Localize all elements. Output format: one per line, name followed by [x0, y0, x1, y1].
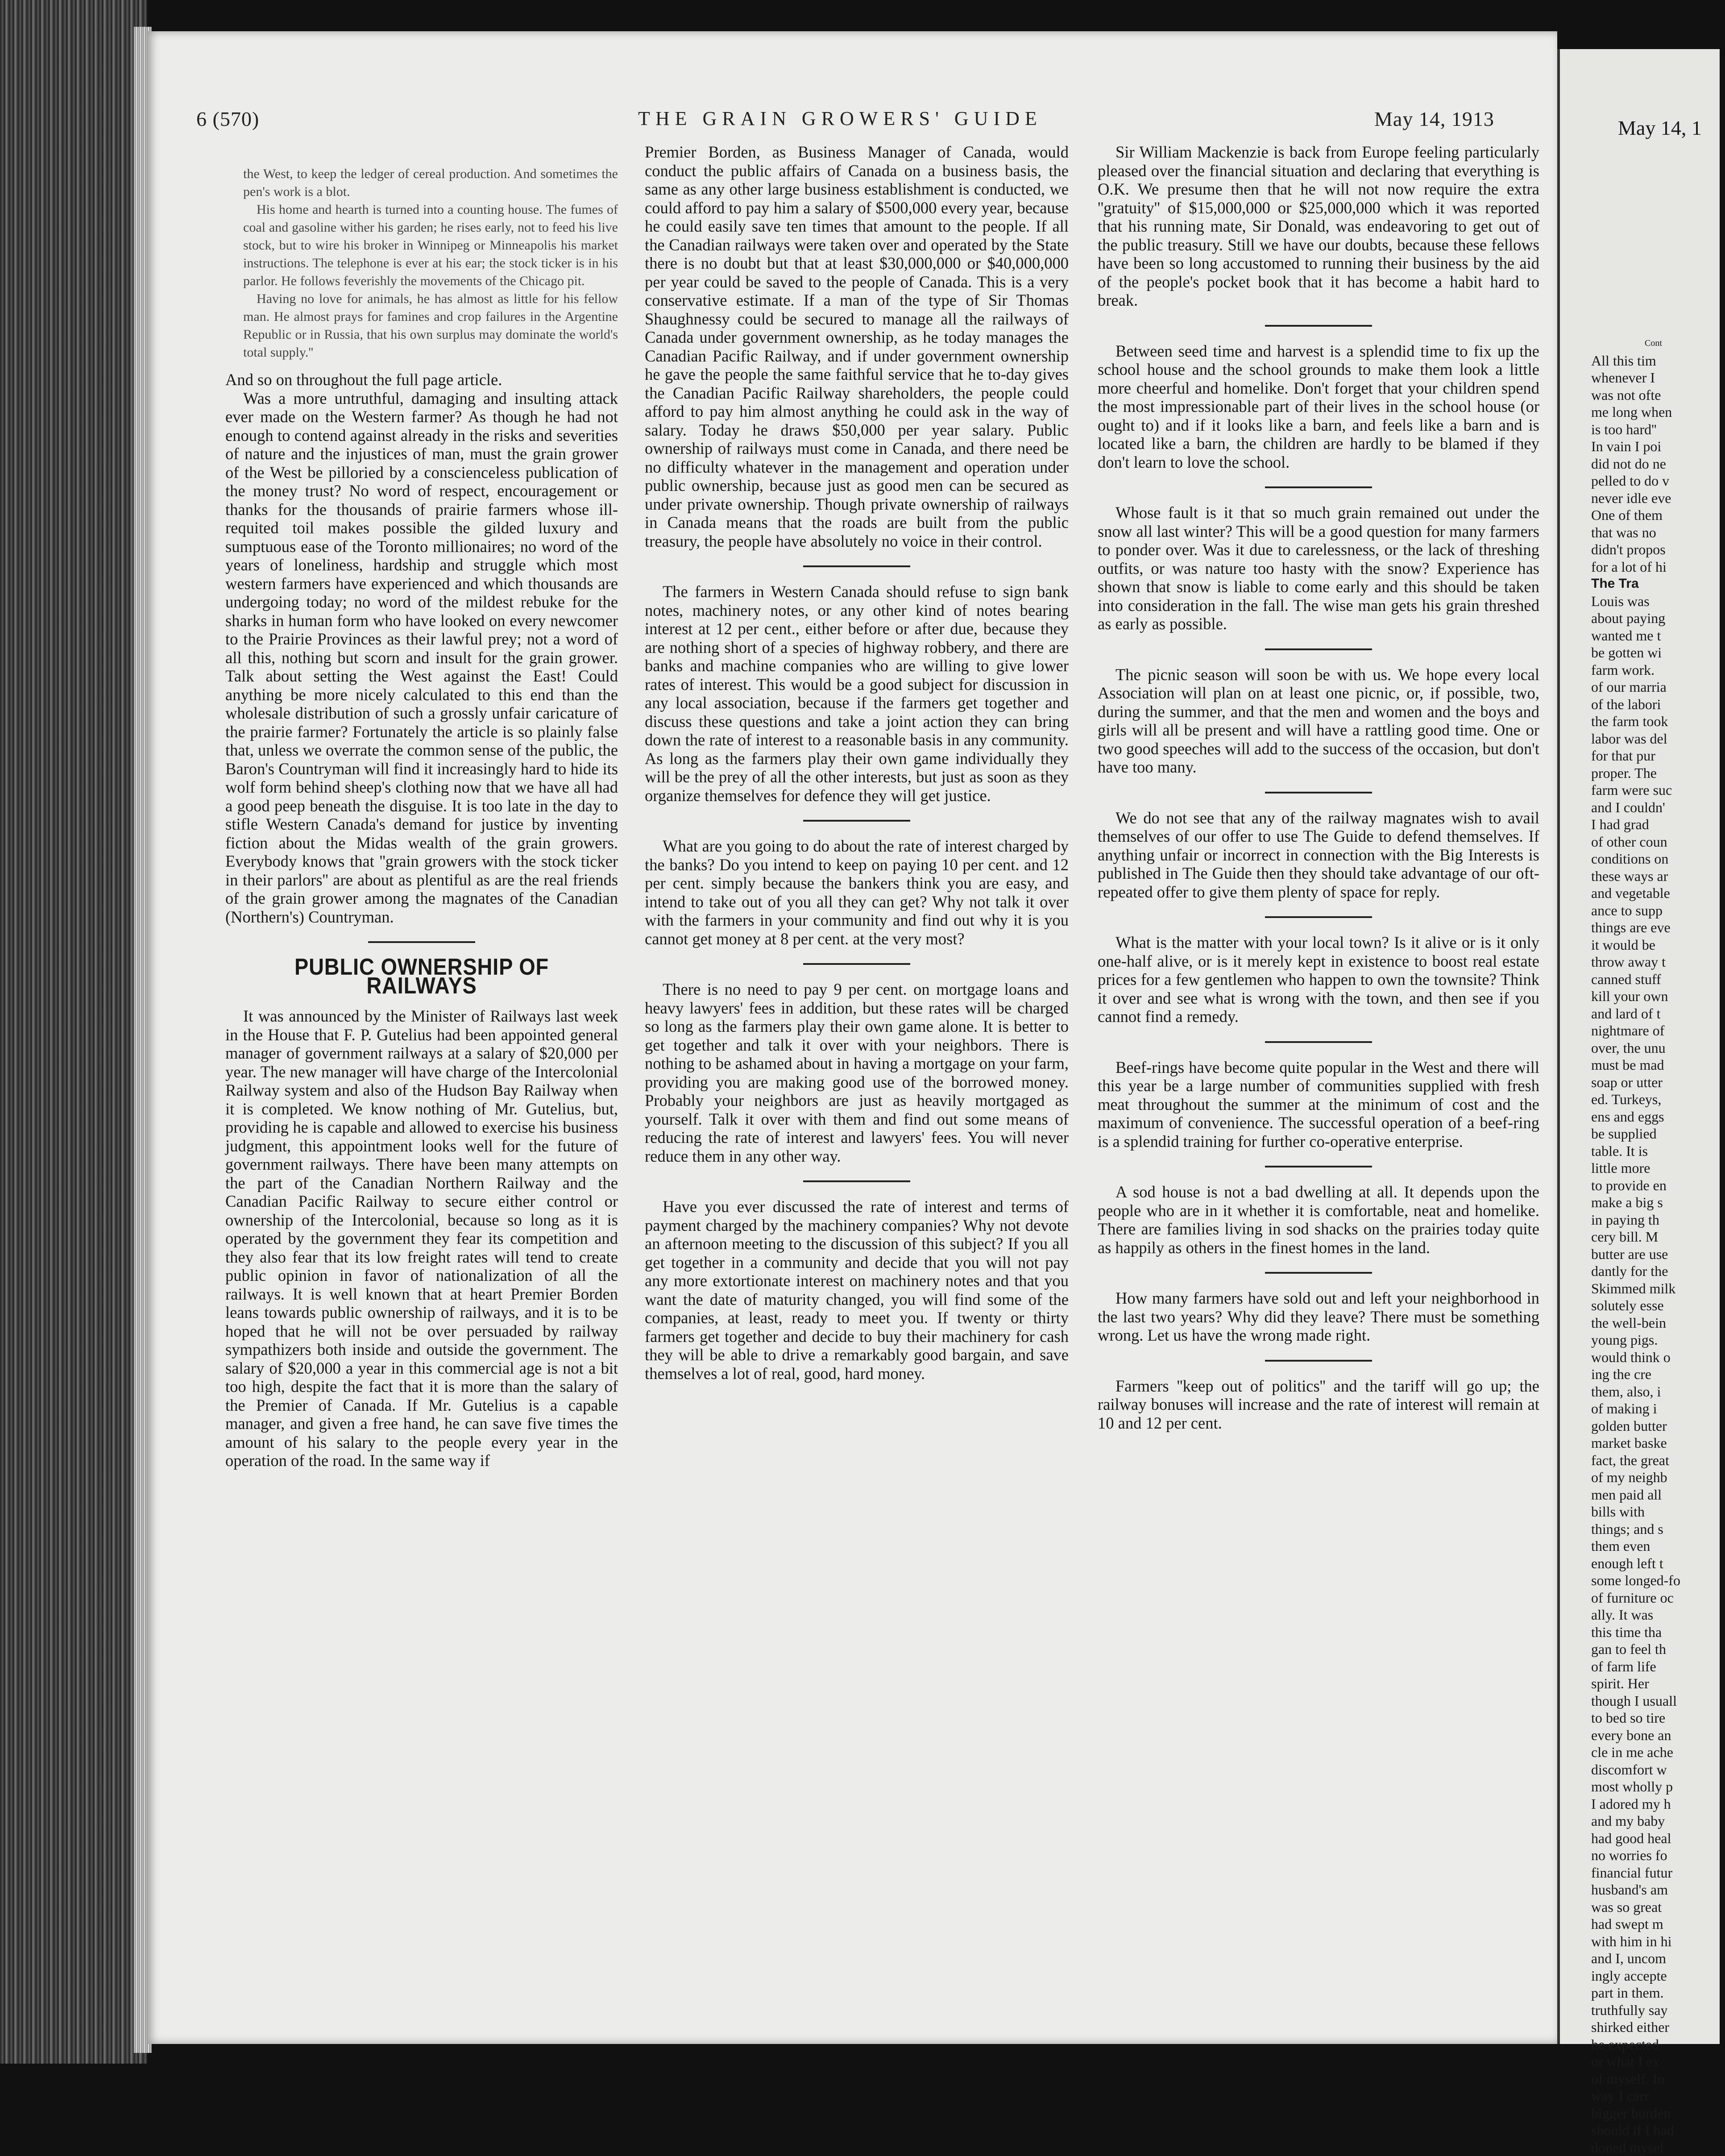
facing-text-line: be gotten wi — [1591, 644, 1725, 661]
facing-text-line: doned mysel — [1591, 2139, 1725, 2156]
facing-text-line: conditions on — [1591, 850, 1725, 868]
section-rule — [1265, 792, 1372, 793]
newspaper-page — [147, 31, 1557, 2044]
facing-text-line: table. It is — [1591, 1142, 1725, 1160]
facing-text-line: fact, the great — [1591, 1452, 1725, 1469]
facing-text-line: and lard of t — [1591, 1005, 1725, 1022]
facing-text-line: gan to feel th — [1591, 1641, 1725, 1658]
editorial-item: What is the matter with your local town? Is it alive or is it only one-half alive, or is it merely kept in existence to boost real estate prices for a few gentlemen who happen to own the townsite? Think it over and see what is wrong with the town, and then see if you cannot find a remedy. — [1098, 933, 1539, 1026]
facing-text-line: would think o — [1591, 1349, 1725, 1366]
facing-text-line: over, the unu — [1591, 1039, 1725, 1057]
facing-text-line: was not ofte — [1591, 386, 1725, 404]
facing-text-line: some longed-fo — [1591, 1572, 1725, 1589]
facing-text-line: for that pur — [1591, 747, 1725, 764]
facing-text-line: to provide en — [1591, 1177, 1725, 1194]
facing-text-line: spirit. Her — [1591, 1675, 1725, 1692]
facing-text-line: to bed so tire — [1591, 1709, 1725, 1727]
facing-text-line: butter are use — [1591, 1246, 1725, 1263]
section-rule — [803, 820, 910, 822]
quoted-excerpt — [225, 165, 618, 361]
facing-text-line: had good heal — [1591, 1830, 1725, 1847]
facing-text-line: market baske — [1591, 1434, 1725, 1452]
facing-text-line: discomfort w — [1591, 1761, 1725, 1778]
facing-text-line: about paying — [1591, 610, 1725, 627]
facing-text-line: of furniture oc — [1591, 1589, 1725, 1607]
quote-paragraph: Having no love for animals, he has almost as little for his fellow man. He almost prays for famines and crop failures in the Argentine Republic or in Russia, that his own surplus may dominate the world's total supply.'' — [243, 290, 618, 361]
facing-text-line: All this tim — [1591, 352, 1725, 370]
facing-text-line: shirked either — [1591, 2019, 1725, 2036]
article-paragraph: And so on throughout the full page article. — [225, 370, 618, 389]
editorial-item: Beef-rings have become quite popular in the West and there will this year be a large number of communities supplied with fresh meat throughout the summer at the minimum of cost and the maximum of convenience. The successful operation of a beef-ring is a splendid training for further co-operative enterprise. — [1098, 1058, 1539, 1151]
facing-text-line: One of them — [1591, 507, 1725, 524]
facing-text-line: of other coun — [1591, 833, 1725, 851]
editorial-item: The picnic season will soon be with us. We hope every local Association will plan on at least one picnic, or, if possible, two, during the summer, and that the men and women and the boys and girls will all be present and will have a rattling good time. One or two good speeches will add to the success of the occasion, but don't have too many. — [1098, 665, 1539, 777]
facing-text-line: things; and s — [1591, 1520, 1725, 1538]
editorial-item: How many farmers have sold out and left your neighborhood in the last two years? Why did they leave? There must be something wrong. Let us have the wrong made right. — [1098, 1289, 1539, 1345]
facing-text-line: solutely esse — [1591, 1297, 1725, 1314]
facing-text-line: labor was del — [1591, 730, 1725, 748]
section-rule — [1265, 1272, 1372, 1274]
facing-text-line: canned stuff — [1591, 971, 1725, 988]
editorial-item: Whose fault is it that so much grain remained out under the snow all last winter? This will be a good question for many farmers to ponder over. Was it due to carelessness, or the lack of threshing outfits, or was nature too hasty with the snow? Experience has shown that snow is liable to come early and this should be taken into consideration in the fall. The wise man gets his grain threshed as early as possible. — [1098, 503, 1539, 633]
editorial-item: The farmers in Western Canada should refuse to sign bank notes, machinery notes, or any other kind of notes bearing interest at 12 per cent., either before or after due, because they are nothing short of a species of highway robbery, and there are banks and machine companies who are willing to give lower rates of interest. This would be a good subject for discussion in any local association, because if the farmers get together and discuss these questions and take a joint action they can bring down the rate of interest to a reasonable basis in any community. As long as the farmers play their own game individually they will be the prey of all the other interests, but just as soon as they organize themselves for defence they will get justice. — [645, 582, 1069, 805]
facing-text-line: kill your own — [1591, 988, 1725, 1005]
section-rule — [1265, 1041, 1372, 1043]
facing-text-line: ance to supp — [1591, 902, 1725, 919]
facing-text-line: bigger burden — [1591, 2105, 1725, 2122]
facing-text-line: way I carr — [1591, 2087, 1725, 2105]
facing-text-line: I adored my h — [1591, 1795, 1725, 1813]
facing-text-line: every bone an — [1591, 1727, 1725, 1744]
facing-text-line: the farm took — [1591, 713, 1725, 730]
quote-paragraph: the West, to keep the ledger of cereal production. And sometimes the pen's work is a blot. — [243, 165, 618, 201]
facing-text-line: I had grad — [1591, 816, 1725, 833]
facing-text-line: or what I ex — [1591, 2053, 1725, 2070]
facing-text-line: nightmare of — [1591, 1022, 1725, 1039]
facing-text-line: men paid all — [1591, 1486, 1725, 1504]
facing-text-line: them, also, i — [1591, 1383, 1725, 1400]
editorial-item: We do not see that any of the railway magnates wish to avail themselves of our offer to use The Guide to defend themselves. If anything unfair or incorrect in connection with the Big Interests is published in The Guide then they should take advantage of our oft-repeated offer to give them plenty of space for reply. — [1098, 809, 1539, 901]
section-rule — [1265, 1166, 1372, 1167]
facing-text-line: of making i — [1591, 1400, 1725, 1417]
facing-text-line: was so great — [1591, 1898, 1725, 1916]
facing-text-line: no worries fo — [1591, 1847, 1725, 1864]
section-rule — [803, 1180, 910, 1182]
facing-text-line: these ways ar — [1591, 868, 1725, 885]
facing-text-line: me long when — [1591, 403, 1725, 421]
facing-text-line: be supplied — [1591, 1125, 1725, 1142]
facing-text-line: and vegetable — [1591, 885, 1725, 902]
facing-text-line: of myself. In — [1591, 2070, 1725, 2088]
facing-text-line: wanted me t — [1591, 627, 1725, 644]
section-rule — [803, 565, 910, 567]
facing-text-line: of our marria — [1591, 678, 1725, 696]
facing-text-line: of my neighb — [1591, 1469, 1725, 1486]
facing-text-line: little more — [1591, 1159, 1725, 1177]
facing-text-line: of farm life — [1591, 1658, 1725, 1675]
section-rule — [368, 941, 475, 943]
facing-text-line: Skimmed milk — [1591, 1280, 1725, 1297]
facing-text-line: and I, uncom — [1591, 1950, 1725, 1967]
facing-text-line: most wholly p — [1591, 1778, 1725, 1795]
facing-text-line: truthfully say — [1591, 2002, 1725, 2019]
facing-text-line: whenever I — [1591, 369, 1725, 386]
facing-text-line: pelled to do v — [1591, 472, 1725, 490]
facing-text-line: in paying th — [1591, 1211, 1725, 1229]
editorial-item: Between seed time and harvest is a splendid time to fix up the school house and the school grounds to make them look a little more cheerful and homelike. Don't forget that your children spend the most impressionable part of their lives in the school house (or ought to) and if it looks like a barn, and feels like a barn and is located like a barn, the children are hardly to be blamed if they don't learn to love the school. — [1098, 342, 1539, 472]
facing-text-line: for a lot of hi — [1591, 558, 1725, 576]
issue-date: May 14, 1913 — [1374, 107, 1494, 131]
editorial-item: There is no need to pay 9 per cent. on mortgage loans and heavy lawyers' fees in addition, but these rates will be charged so long as the farmers play their own game alone. It is better to get together and talk it over with your neighbors. There is nothing to be ashamed about in having a mortgage on your farm, providing you are making good use of the borrowed money. Probably your neighbors are just as heavily mortgaged as yourself. Talk it over with them and find out some means of reducing the rate of interest and lawyers' fees. You will never reduce them in any other way. — [645, 980, 1069, 1165]
facing-text-line: soap or utter — [1591, 1074, 1725, 1091]
facing-text-line: part in them. — [1591, 1984, 1725, 2002]
facing-text-line: did not do ne — [1591, 455, 1725, 473]
section-rule — [1265, 1360, 1372, 1362]
editorial-item: A sod house is not a bad dwelling at all. It depends upon the people who are in it whether it is comfortable, neat and homelike. There are families living in sod shacks on the prairies today quite as happily as others in the finest homes in the land. — [1098, 1183, 1539, 1257]
article-paragraph: It was announced by the Minister of Railways last week in the House that F. P. Gutelius had been appointed general manager of government railways at a salary of $20,000 per year. The new manager will have charge of the Intercolonial Railway system and also of the Hudson Bay Railway when it is completed. We know nothing of Mr. Gutelius, but, providing he is capable and allowed to exercise his business judgment, this appointment looks well for the future of government railways. There have been many attempts on the part of the Canadian Northern Railway and the Canadian Pacific Railway to secure either control or ownership of the Intercolonial, because so long as it is operated by the government they fear its competition and they also fear that its low freight rates will tend to create public opinion in favor of nationalization of all the railways. It is well known that at heart Premier Borden leans towards public ownership of railways, and it is to be hoped that he will not be over persuaded by railway sympathizers both inside and outside the government. The salary of $20,000 a year in this commercial age is not a bit too high, despite the fact that it is more than the salary of the Premier of Canada. If Mr. Gutelius is a capable manager, and given a free hand, he can save five times the amount of his salary to the people every year in the operation of the road. In the same way if — [225, 1007, 618, 1470]
section-rule — [1265, 486, 1372, 488]
facing-text-line: things are eve — [1591, 919, 1725, 936]
book-binding — [0, 0, 147, 2064]
facing-text-line: financial futur — [1591, 1864, 1725, 1882]
facing-text-line: golden butter — [1591, 1417, 1725, 1435]
facing-text-line: farm were suc — [1591, 781, 1725, 799]
facing-text-line: with him in hi — [1591, 1933, 1725, 1950]
facing-page — [1557, 49, 1720, 2044]
article-paragraph: Was a more untruthful, damaging and insulting attack ever made on the Western farmer? As though he had not enough to contend against already in the risks and severities of nature and the injustices of man, must the grain grower of the West be pilloried by a conscienceless publication of the money trust? No word of respect, encouragement or thanks for the thousands of prairie farmers whose ill-requited toil makes possible the gilded luxury and sumptuous ease of the Toronto millionaires; no word of the years of loneliness, hardship and struggle which most western farmers have experienced and which thousands are undergoing today; no word of the mildest rebuke for the sharks in human form who have looked on every newcomer to the Prairie Provinces as their lawful prey; not a word of all this, nothing but scorn and insult for the grain grower. Talk about setting the West against the East! Could anything be more nicely calculated to this end than the wholesale distribution of such a grossly unfair caricature of the prairie farmer? Fortunately the article is so plainly false that, unless we overrate the common sense of the public, the Baron's Countryman will find it increasingly hard to hide its wolf form behind sheep's clothing now that we have all had a good peep beneath the disguise. It is too late in the day to stifle Western Canada's demand for justice by inventing fiction about the Midas wealth of the grain growers. Everybody knows that ''grain growers with the stock ticker in their parlors'' are about as plentiful as are the real friends of the grain grower among the magnates of the Canadian (Northern's) Countryman. — [225, 389, 618, 926]
facing-text-line: ing the cre — [1591, 1366, 1725, 1383]
section-rule — [1265, 325, 1372, 327]
quote-paragraph: His home and hearth is turned into a counting house. The fumes of coal and gasoline wither his garden; he rises early, not to feed his live stock, but to wire his broker in Winnipeg or Minneapolis his market instructions. The telephone is ever at his ear; the stock ticker is in his parlor. He follows feverishly the movements of the Chicago pit. — [243, 201, 618, 290]
facing-text-line: that was no — [1591, 524, 1725, 541]
facing-text-line: bills with — [1591, 1503, 1725, 1520]
facing-text-line: cle in me ache — [1591, 1744, 1725, 1761]
facing-text-line: of the labori — [1591, 696, 1725, 713]
editorial-item: Premier Borden, as Business Manager of Canada, would conduct the public affairs of Canada on a business basis, the same as any other large business establishment is conducted, we could afford to pay him a salary of $500,000 every year, because he could easily save ten times that amount to the people. If all the Canadian railways were taken over and operated by the State there is no doubt but that at least $30,000,000 or $40,000,000 per year could be saved to the people of Canada. This is a very conservative estimate. If a man of the type of Sir Thomas Shaughnessy could be secured to manage all the railways of Canada under government ownership, as he today manages the Canadian Pacific Railway, and if under government ownership he gave the people the same faithful service that he to-day gives the Canadian Pacific Railway shareholders, the people could afford to pay him almost anything he could ask in the way of salary. Today he draws $50,000 per year salary. Public ownership of railways must come in Canada, and there need be no difficulty whatever in the management and operation under public ownership, because just as good men can be secured as under private ownership. Though private ownership of railways in Canada means that the roads are built from the public treasury, the people have absolutely no voice in their control. — [645, 143, 1069, 550]
editorial-item: Farmers ''keep out of politics'' and the tariff will go up; the railway bonuses will increase and the rate of interest will remain at 10 and 12 per cent. — [1098, 1377, 1539, 1433]
facing-text-line: ally. It was — [1591, 1606, 1725, 1624]
editorial-item: What are you going to do about the rate of interest charged by the banks? Do you intend to keep on paying 10 per cent. and 12 per cent. simply because the bankers think you are easy, and intend to take out of you all they can get? Why not talk it over with the farmers in your community and find out why it is you cannot get money at 8 per cent. at the very most? — [645, 837, 1069, 948]
facing-text-line: ingly accepte — [1591, 1967, 1725, 1985]
editorial-item: Sir William Mackenzie is back from Europe feeling particularly pleased over the financial situation and declaring that everything is O.K. We presume then that he will not now require the extra ''gratuity'' of $15,000,000 or $25,000,000 which it was reported that his running mate, Sir Donald, was endeavoring to get out of the public treasury. Still we have our doubts, because these fellows have been so long accustomed to running their business by the aid of the people's pocket book that it has become a habit hard to break. — [1098, 143, 1539, 310]
facing-text-line: he expected — [1591, 2036, 1725, 2053]
section-rule — [803, 963, 910, 965]
facing-text-line: farm work. — [1591, 661, 1725, 679]
facing-text-line: husband's am — [1591, 1881, 1725, 1898]
facing-text-line: them even — [1591, 1537, 1725, 1555]
column-1 — [225, 165, 618, 1470]
facing-text-line: In vain I poi — [1591, 438, 1725, 455]
facing-text-line: Louis was — [1591, 593, 1725, 610]
facing-text-line: make a big s — [1591, 1194, 1725, 1211]
masthead-title: THE GRAIN GROWERS' GUIDE — [638, 107, 1042, 130]
column-2 — [645, 143, 1069, 1383]
facing-text-line: dantly for the — [1591, 1263, 1725, 1280]
facing-text-line: ed. Turkeys, — [1591, 1091, 1725, 1108]
facing-text-line: must be mad — [1591, 1056, 1725, 1074]
page-number: 6 (570) — [196, 107, 259, 131]
facing-text-line: throw away t — [1591, 953, 1725, 971]
facing-text-line: the well-bein — [1591, 1314, 1725, 1332]
facing-text-line: had swept m — [1591, 1915, 1725, 1933]
facing-page-column — [1591, 335, 1725, 2156]
facing-page-date: May 14, 1 — [1618, 116, 1702, 140]
facing-text-line: The Tra — [1591, 575, 1725, 593]
facing-text-line: and I couldn' — [1591, 799, 1725, 816]
facing-text-line: proper. The — [1591, 764, 1725, 782]
section-rule — [1265, 916, 1372, 918]
continued-label: Cont — [1591, 335, 1725, 352]
facing-text-line: though I usuall — [1591, 1692, 1725, 1710]
facing-text-line: didn't propos — [1591, 541, 1725, 558]
facing-text-line: ens and eggs — [1591, 1108, 1725, 1126]
facing-text-line: this time tha — [1591, 1624, 1725, 1641]
editorial-item: Have you ever discussed the rate of interest and terms of payment charged by the machinery companies? Why not devote an afternoon meeting to the discussion of this subject? If you all get together in a community and decide that you will not pay any more extortionate interest on machinery notes and that you want the date of maturity changed, you will find some of the companies, at least, ready to meet you. If twenty or thirty farmers get together and decide to buy their machinery for cash they will be able to drive a remarkably good bargain, and save themselves a lot of real, good, hard money. — [645, 1197, 1069, 1383]
facing-text-line: enough left t — [1591, 1555, 1725, 1572]
facing-text-line: never idle eve — [1591, 490, 1725, 507]
facing-text-line: should if I had — [1591, 2122, 1725, 2139]
facing-text-line: it would be — [1591, 936, 1725, 954]
facing-text-line: and my baby — [1591, 1812, 1725, 1830]
facing-text-line: is too hard'' — [1591, 421, 1725, 438]
facing-text-line: cery bill. M — [1591, 1228, 1725, 1246]
column-3 — [1098, 143, 1539, 1432]
article-heading: PUBLIC OWNERSHIP OF RAILWAYS — [245, 958, 598, 995]
section-rule — [1265, 648, 1372, 650]
facing-text-line: young pigs. — [1591, 1331, 1725, 1349]
